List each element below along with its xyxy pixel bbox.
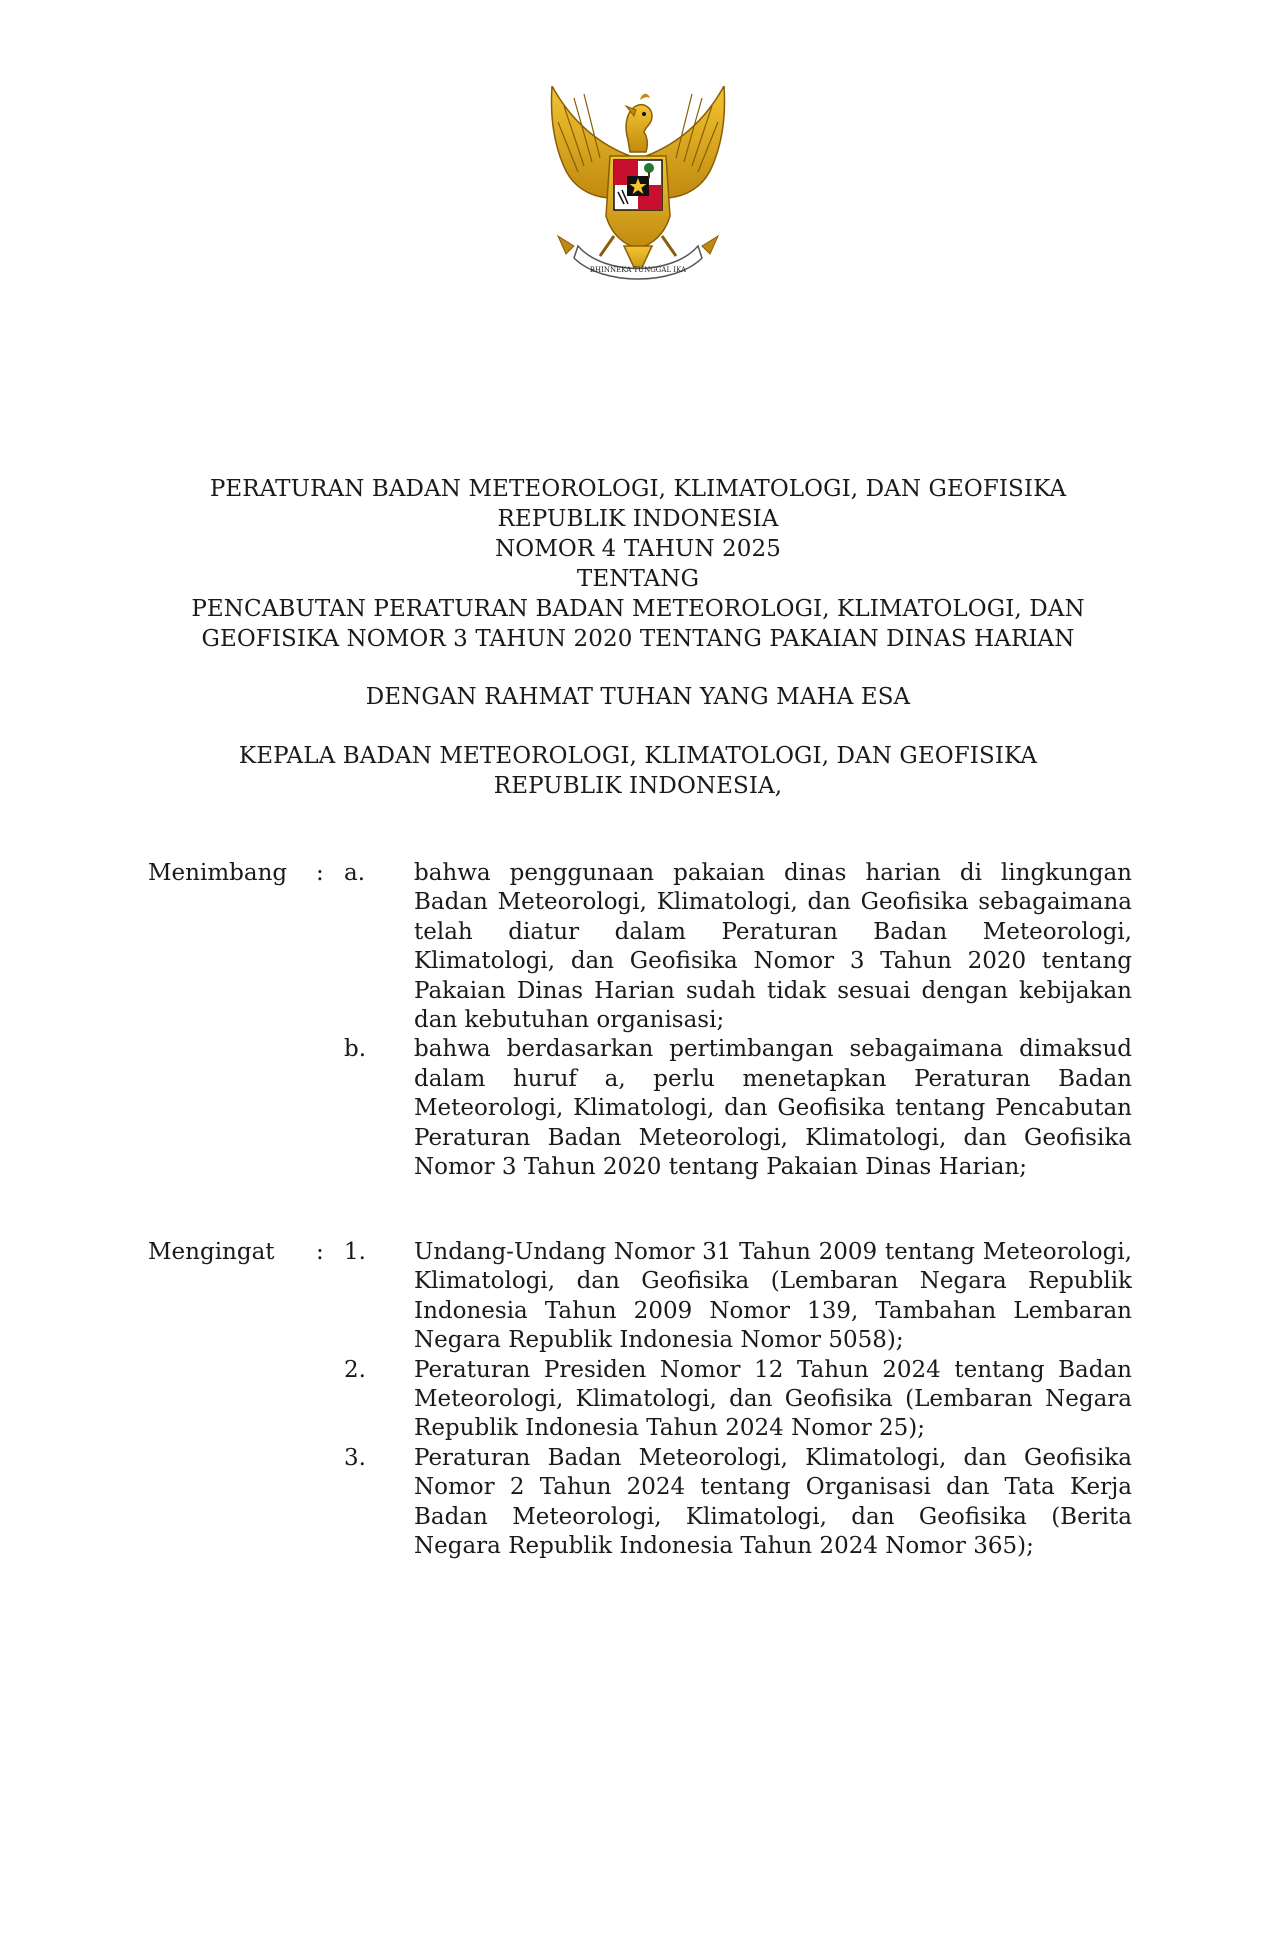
kepala-line-2: REPUBLIK INDONESIA,: [493, 773, 783, 799]
regulation-title: [0, 474, 1276, 654]
mengingat-section: [148, 1238, 1132, 1561]
emblem-motto: BHINNEKA TUNGGAL IKA: [589, 266, 687, 274]
item-text: Peraturan Badan Meteorologi, Klimatologi, dan Geofisika Nomor 2 Tahun 2024 tentang Organisasi dan Tata Kerja Badan Meteorologi, Klimatologi, dan Geofisika (Berita Negara Republik Indonesia Tahun 2024 Nomor 365);: [414, 1444, 1132, 1560]
kepala-heading: [0, 741, 1276, 801]
menimbang-colon: :: [316, 860, 324, 886]
title-line-1: PERATURAN BADAN METEOROLOGI, KLIMATOLOGI, DAN GEOFISIKA: [209, 476, 1067, 502]
menimbang-label: Menimbang: [148, 860, 288, 886]
title-line-3: NOMOR 4 TAHUN 2025: [495, 536, 781, 562]
menimbang-section: [148, 859, 1132, 1182]
kepala-line-1: KEPALA BADAN METEOROLOGI, KLIMATOLOGI, DAN GEOFISIKA: [238, 743, 1038, 769]
item-text: Peraturan Presiden Nomor 12 Tahun 2024 tentang Badan Meteorologi, Klimatologi, dan Geofisika (Lembaran Negara Republik Indonesia Tahun 2024 Nomor 25);: [414, 1356, 1132, 1442]
item-marker: 1.: [344, 1239, 366, 1265]
item-text: bahwa penggunaan pakaian dinas harian di lingkungan Badan Meteorologi, Klimatologi, dan Geofisika sebagaimana telah diatur dalam Peraturan Badan Meteorologi, Klimatologi, dan Geofisika Nomor 3 Tahun 2020 tentang Pakaian Dinas Harian sudah tidak sesuai dengan kebijakan dan kebutuhan organisasi;: [414, 860, 1132, 1034]
menimbang-item: [148, 859, 1132, 1035]
title-line-6: GEOFISIKA NOMOR 3 TAHUN 2020 TENTANG PAKAIAN DINAS HARIAN: [201, 626, 1075, 652]
mengingat-item: [148, 1238, 1132, 1356]
item-text: bahwa berdasarkan pertimbangan sebagaimana dimaksud dalam huruf a, perlu menetapkan Peraturan Badan Meteorologi, Klimatologi, dan Geofisika tentang Pencabutan Peraturan Badan Meteorologi, Klimatologi, dan Geofisika Nomor 3 Tahun 2020 tentang Pakaian Dinas Harian;: [414, 1036, 1132, 1181]
title-line-5: PENCABUTAN PERATURAN BADAN METEOROLOGI, KLIMATOLOGI, DAN: [191, 596, 1085, 622]
title-line-4: TENTANG: [576, 566, 700, 592]
mengingat-item: [148, 1444, 1132, 1562]
item-marker: 3.: [344, 1444, 366, 1471]
garuda-pancasila-emblem: [544, 86, 732, 286]
mengingat-item: [148, 1356, 1132, 1444]
rahmat-text: DENGAN RAHMAT TUHAN YANG MAHA ESA: [365, 684, 911, 710]
title-line-2: REPUBLIK INDONESIA: [497, 506, 779, 532]
mengingat-colon: :: [316, 1239, 324, 1265]
item-marker: 2.: [344, 1356, 366, 1383]
item-marker: a.: [344, 860, 366, 886]
menimbang-item: [148, 1035, 1132, 1182]
mengingat-label: Mengingat: [148, 1239, 275, 1265]
rahmat-heading: [0, 682, 1276, 712]
item-text: Undang-Undang Nomor 31 Tahun 2009 tentang Meteorologi, Klimatologi, dan Geofisika (Lembaran Negara Republik Indonesia Tahun 2009 Nomor 139, Tambahan Lembaran Negara Republik Indonesia Nomor 5058);: [414, 1239, 1132, 1354]
item-marker: b.: [344, 1036, 367, 1063]
